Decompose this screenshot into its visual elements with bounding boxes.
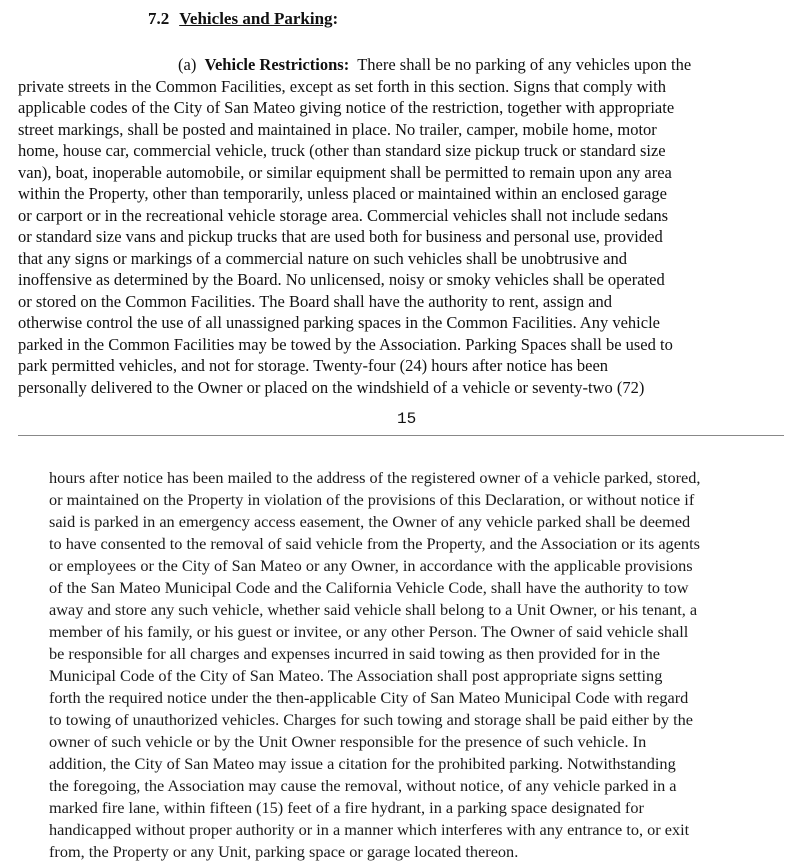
body-line: handicapped without proper authority or in a manner which interferes with any entrance to, or exit [49,820,690,839]
body-line: that any signs or markings of a commercial nature on such vehicles shall be unobtrusive and [18,249,627,268]
body-line: or standard size vans and pickup trucks that are used both for business and personal use, provided [18,227,663,246]
paragraph-heading: Vehicle Restrictions: [204,55,350,74]
body-line: owner of such vehicle or by the Unit Owner responsible for the presence of such vehicle. In [49,732,647,751]
body-line: member of his family, or his guest or invitee, or any other Person. The Owner of said vehicle shall [49,622,689,641]
body-line: forth the required notice under the then-applicable City of San Mateo Municipal Code with regard [49,688,689,707]
body-line: private streets in the Common Facilities, except as set forth in this section. Signs that comply with [18,77,666,96]
body-line: applicable codes of the City of San Mateo giving notice of the restriction, together with appropriate [18,98,675,117]
body-line: parked in the Common Facilities may be towed by the Association. Parking Spaces shall be used to [18,335,673,354]
body-line: personally delivered to the Owner or placed on the windshield of a vehicle or seventy-two (72) [18,378,645,397]
body-line: the foregoing, the Association may cause the removal, without notice, of any vehicle parked in a [49,776,677,795]
page-number: 15 [397,410,417,428]
page-divider [18,435,784,436]
body-line: be responsible for all charges and expenses incurred in said towing as then provided for in the [49,644,660,663]
body-line: hours after notice has been mailed to the address of the registered owner of a vehicle parked, stored, [49,468,701,487]
body-line: or maintained on the Property in violation of the provisions of this Declaration, or without notice if [49,490,695,509]
body-line: to have consented to the removal of said vehicle from the Property, and the Association or its agents [49,534,700,553]
body-line: otherwise control the use of all unassigned parking spaces in the Common Facilities. Any vehicle [18,313,660,332]
section-heading [148,9,338,29]
body-line: away and store any such vehicle, whether said vehicle shall belong to a Unit Owner, or his tenant, a [49,600,698,619]
section-title-colon: : [332,9,339,28]
document-page-bottom [0,440,800,868]
body-line: home, house car, commercial vehicle, truck (other than standard size pickup truck or standard size [18,141,666,160]
body-line: addition, the City of San Mateo may issue a citation for the prohibited parking. Notwithstanding [49,754,676,773]
section-title: Vehicles and Parking [179,9,333,28]
body-line: park permitted vehicles, and not for storage. Twenty-four (24) hours after notice has been [18,356,609,375]
body-line: There shall be no parking of any vehicles upon the [357,55,692,74]
body-line: or employees or the City of San Mateo or any Owner, in accordance with the applicable provisions [49,556,693,575]
body-line: or stored on the Common Facilities. The Board shall have the authority to rent, assign and [18,292,613,311]
body-line: said is parked in an emergency access easement, the Owner of any vehicle parked shall be deemed [49,512,691,531]
body-line: within the Property, other than temporarily, unless placed or maintained within an enclosed garage [18,184,667,203]
body-line: to towing of unauthorized vehicles. Charges for such towing and storage shall be paid either by the [49,710,693,729]
body-line: from, the Property or any Unit, parking space or garage located thereon. [49,842,519,861]
paragraph-label: (a) [178,55,197,74]
body-line: inoffensive as determined by the Board. No unlicensed, noisy or smoky vehicles shall be operated [18,270,665,289]
body-line: street markings, shall be posted and maintained in place. No trailer, camper, mobile home, motor [18,120,657,139]
body-line: van), boat, inoperable automobile, or similar equipment shall be permitted to remain upon any area [18,163,672,182]
paragraph-first-line [178,55,691,75]
body-line: of the San Mateo Municipal Code and the California Vehicle Code, shall have the authority to tow [49,578,689,597]
body-line: or carport or in the recreational vehicle storage area. Commercial vehicles shall not include sedans [18,206,669,225]
body-line: Municipal Code of the City of San Mateo. The Association shall post appropriate signs setting [49,666,663,685]
body-line: marked fire lane, within fifteen (15) feet of a fire hydrant, in a parking space designated for [49,798,644,817]
section-number: 7.2 [148,9,170,28]
